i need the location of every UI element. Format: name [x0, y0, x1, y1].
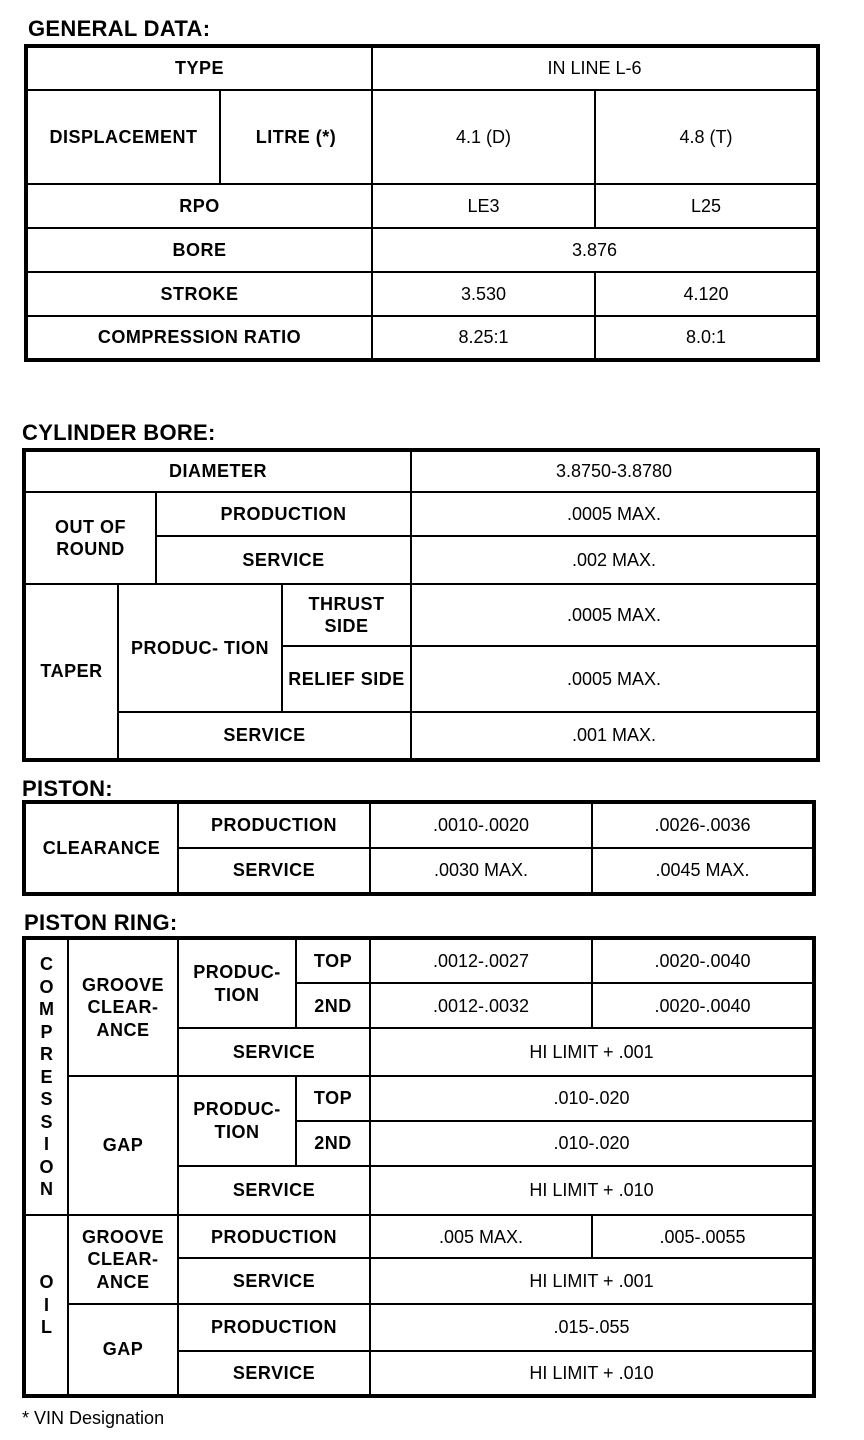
taper-production-label: PRODUC- TION: [118, 584, 282, 712]
type-value: IN LINE L-6: [372, 46, 818, 90]
taper-label: TAPER: [24, 584, 118, 760]
vertical-letter: M: [39, 999, 54, 1020]
relief-side-label: RELIEF SIDE: [282, 646, 411, 712]
compression-letters: [28, 953, 65, 1201]
piston-ring-heading: PISTON RING:: [24, 910, 178, 935]
general-data-table: [24, 44, 820, 362]
vertical-letter: I: [43, 1294, 49, 1315]
piston-production-label: PRODUCTION: [178, 802, 370, 848]
oil-gap-production-label: PRODUCTION: [178, 1304, 370, 1351]
comp-gap-top-value: .010-.020: [370, 1076, 814, 1121]
rpo-d-value: LE3: [372, 184, 595, 228]
vertical-letter: L: [41, 1317, 52, 1338]
bore-row: [26, 228, 818, 272]
oil-gap-label: GAP: [68, 1304, 178, 1397]
oil-groove-production-row: [24, 1215, 814, 1258]
oil-gap-production-value: .015-.055: [370, 1304, 814, 1351]
vertical-letter: S: [40, 1089, 53, 1110]
compression-ratio-row: [26, 316, 818, 360]
piston-production-t-value: .0026-.0036: [592, 802, 814, 848]
out-of-round-label: OUT OF ROUND: [24, 492, 156, 584]
bore-value: 3.876: [372, 228, 818, 272]
comp-gap-service-label: SERVICE: [178, 1166, 370, 1215]
oil-letters: [28, 1271, 65, 1339]
piston-service-label: SERVICE: [178, 848, 370, 894]
bore-label: BORE: [26, 228, 372, 272]
vertical-letter: P: [40, 1021, 53, 1042]
diameter-label: DIAMETER: [24, 450, 411, 492]
comp-gap-service-value: HI LIMIT + .010: [370, 1166, 814, 1215]
comp-gap-label: GAP: [68, 1076, 178, 1216]
vertical-letter: C: [40, 954, 53, 975]
oil-groove-production-label: PRODUCTION: [178, 1215, 370, 1258]
comp-gap-top-row: [24, 1076, 814, 1121]
stroke-label: STROKE: [26, 272, 372, 316]
stroke-d-value: 3.530: [372, 272, 595, 316]
stroke-row: [26, 272, 818, 316]
piston-service-d-value: .0030 MAX.: [370, 848, 592, 894]
piston-ring-table: [22, 936, 816, 1398]
oil-groove-service-label: SERVICE: [178, 1258, 370, 1303]
oor-production-value: .0005 MAX.: [411, 492, 818, 536]
compression-ratio-t-value: 8.0:1: [595, 316, 818, 360]
thrust-side-row: [24, 584, 818, 646]
piston-production-d-value: .0010-.0020: [370, 802, 592, 848]
comp-groove-top-row: [24, 938, 814, 983]
thrust-side-value: .0005 MAX.: [411, 584, 818, 646]
displacement-t-value: 4.8 (T): [595, 90, 818, 184]
diameter-value: 3.8750-3.8780: [411, 450, 818, 492]
oil-groove-production-t-value: .005-.0055: [592, 1215, 814, 1258]
comp-gap-production-label: PRODUC- TION: [178, 1076, 296, 1166]
comp-gap-top-label: TOP: [296, 1076, 370, 1121]
displacement-d-value: 4.1 (D): [372, 90, 595, 184]
relief-side-value: .0005 MAX.: [411, 646, 818, 712]
type-row: [26, 46, 818, 90]
compression-ratio-d-value: 8.25:1: [372, 316, 595, 360]
oor-service-label: SERVICE: [156, 536, 411, 584]
comp-groove-2nd-label: 2ND: [296, 983, 370, 1028]
rpo-t-value: L25: [595, 184, 818, 228]
comp-gap-2nd-label: 2ND: [296, 1121, 370, 1166]
vertical-letter: E: [40, 1066, 53, 1087]
oil-groove-production-d-value: .005 MAX.: [370, 1215, 592, 1258]
oil-gap-service-value: HI LIMIT + .010: [370, 1351, 814, 1396]
cylinder-bore-heading: CYLINDER BORE:: [22, 420, 216, 445]
oil-gap-service-label: SERVICE: [178, 1351, 370, 1396]
thrust-side-label: THRUST SIDE: [282, 584, 411, 646]
oil-gap-production-row: [24, 1304, 814, 1351]
vin-footnote: * VIN Designation: [22, 1408, 165, 1428]
vertical-letter: O: [39, 1156, 54, 1177]
stroke-t-value: 4.120: [595, 272, 818, 316]
vertical-letter: O: [39, 976, 54, 997]
comp-groove-2nd-t-value: .0020-.0040: [592, 983, 814, 1028]
comp-groove-service-value: HI LIMIT + .001: [370, 1028, 814, 1075]
rpo-row: [26, 184, 818, 228]
general-data-heading: GENERAL DATA:: [28, 16, 211, 41]
vertical-letter: R: [40, 1044, 53, 1065]
displacement-label: DISPLACEMENT: [26, 90, 220, 184]
compression-ratio-label: COMPRESSION RATIO: [26, 316, 372, 360]
comp-groove-clearance-label: GROOVE CLEAR- ANCE: [68, 938, 178, 1076]
piston-production-row: [24, 802, 814, 848]
type-label: TYPE: [26, 46, 372, 90]
oor-production-row: [24, 492, 818, 536]
oil-groove-clearance-label: GROOVE CLEAR- ANCE: [68, 1215, 178, 1303]
piston-service-t-value: .0045 MAX.: [592, 848, 814, 894]
clearance-label: CLEARANCE: [24, 802, 178, 894]
cylinder-bore-table: [22, 448, 820, 762]
displacement-row: [26, 90, 818, 184]
vertical-letter: S: [40, 1111, 53, 1132]
rpo-label: RPO: [26, 184, 372, 228]
taper-service-label: SERVICE: [118, 712, 411, 760]
piston-table: [22, 800, 816, 896]
piston-heading: PISTON:: [22, 776, 113, 801]
oil-label: [24, 1215, 68, 1396]
taper-service-value: .001 MAX.: [411, 712, 818, 760]
diameter-row: [24, 450, 818, 492]
comp-groove-production-label: PRODUC- TION: [178, 938, 296, 1028]
taper-service-row: [24, 712, 818, 760]
oil-groove-service-value: HI LIMIT + .001: [370, 1258, 814, 1303]
oor-production-label: PRODUCTION: [156, 492, 411, 536]
comp-groove-top-label: TOP: [296, 938, 370, 983]
comp-gap-2nd-value: .010-.020: [370, 1121, 814, 1166]
vertical-letter: O: [39, 1272, 54, 1293]
compression-label: [24, 938, 68, 1215]
comp-groove-top-d-value: .0012-.0027: [370, 938, 592, 983]
litre-label: LITRE (*): [220, 90, 372, 184]
comp-groove-service-label: SERVICE: [178, 1028, 370, 1075]
comp-groove-2nd-d-value: .0012-.0032: [370, 983, 592, 1028]
vertical-letter: N: [40, 1179, 53, 1200]
oor-service-value: .002 MAX.: [411, 536, 818, 584]
vertical-letter: I: [43, 1134, 49, 1155]
comp-groove-top-t-value: .0020-.0040: [592, 938, 814, 983]
